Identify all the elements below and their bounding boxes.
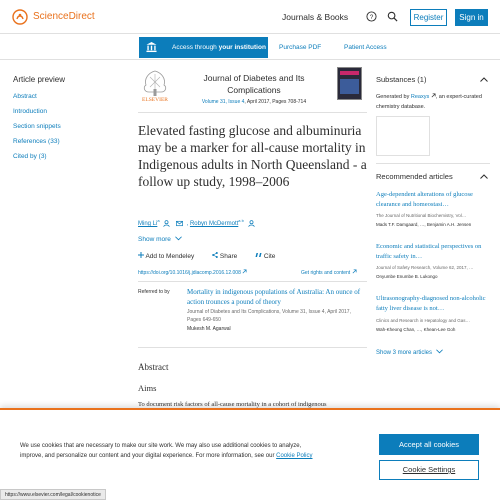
show-more-button[interactable] bbox=[138, 236, 182, 243]
author-list: Ming Li$^a$ , Robyn McDermott$^{a b}$ bbox=[138, 218, 257, 227]
substances-description: Generated by Reaxys , an expert-curated chemistry database. bbox=[376, 94, 482, 110]
recommended-article-link[interactable]: Economic and statistical perspectives on traffic safety in… bbox=[376, 243, 482, 260]
sign-in-button[interactable]: Sign in bbox=[455, 9, 488, 26]
recommended-article-authors: Wah-Kheong Chan, …, Khean-Lee Goh bbox=[376, 327, 456, 332]
purchase-pdf-link[interactable]: Purchase PDF bbox=[279, 44, 322, 51]
recommended-article-source: Journal of Safety Research, Volume 62, 2017, … bbox=[376, 265, 474, 270]
author-link[interactable]: Robyn McDermott bbox=[189, 221, 239, 227]
doi-link[interactable]: https://doi.org/10.1016/j.jdiacomp.2016.12.008 bbox=[138, 269, 247, 276]
cover-decoration bbox=[340, 71, 359, 75]
get-rights-link[interactable]: Get rights and content bbox=[301, 269, 357, 276]
top-navigation-bar bbox=[0, 0, 500, 34]
aims-heading: Aims bbox=[138, 383, 157, 393]
divider bbox=[138, 347, 367, 348]
divider bbox=[138, 112, 367, 113]
nav-link-references[interactable]: References (33) bbox=[13, 138, 60, 145]
show-more-articles-button[interactable] bbox=[376, 349, 443, 356]
article-preview-heading: Article preview bbox=[13, 75, 66, 84]
publisher-label: ELSEVIER bbox=[142, 97, 168, 103]
register-button[interactable]: Register bbox=[410, 9, 447, 26]
cookie-settings-button[interactable]: Cookie Settings bbox=[379, 460, 479, 480]
referred-article-link[interactable]: Mortality in indigenous populations of Australia: An ounce of action trounces a pound of theory bbox=[187, 288, 361, 306]
journals-books-link[interactable]: Journals & Books bbox=[282, 12, 349, 22]
institution-label: Access through your institution bbox=[172, 44, 266, 51]
divider bbox=[376, 163, 490, 164]
search-icon[interactable] bbox=[387, 11, 398, 22]
issue-details: , April 2017, Pages 708-714 bbox=[244, 99, 307, 105]
cite-button[interactable]: Cite bbox=[255, 253, 283, 260]
external-link-icon bbox=[352, 269, 357, 274]
volume-link[interactable]: Volume 31, Issue 4 bbox=[201, 99, 245, 105]
chevron-down-icon bbox=[175, 236, 182, 241]
add-to-mendeley-button[interactable]: Add to Mendeley bbox=[138, 253, 202, 260]
person-icon[interactable] bbox=[163, 220, 170, 227]
nav-link-cited-by[interactable]: Cited by (3) bbox=[13, 153, 47, 160]
substance-structure-image[interactable] bbox=[376, 116, 430, 156]
quote-icon bbox=[255, 252, 262, 258]
recommended-articles-heading[interactable]: Recommended articles bbox=[376, 172, 453, 181]
external-link-icon bbox=[242, 269, 247, 274]
nav-link-introduction[interactable]: Introduction bbox=[13, 108, 47, 115]
accept-all-cookies-button[interactable]: Accept all cookies bbox=[379, 434, 479, 455]
reaxys-link[interactable]: Reaxys bbox=[410, 94, 430, 100]
substances-heading[interactable]: Substances (1) bbox=[376, 75, 427, 84]
nav-link-section-snippets[interactable]: Section snippets bbox=[13, 123, 61, 130]
plus-icon bbox=[138, 252, 144, 258]
referred-article-author: Mukesh M. Agarwal bbox=[187, 326, 231, 332]
article-title: Elevated fasting glucose and albuminuria may be a marker for all-cause mortality in Indigenous adults in North Queensland - a follow up study, 1998–2006 bbox=[138, 123, 367, 189]
affiliation-marker[interactable]: a b bbox=[238, 218, 244, 223]
status-bar-url: https://www.elsevier.com/legal/cookienotice bbox=[0, 489, 106, 500]
institution-icon bbox=[146, 41, 157, 53]
patient-access-link[interactable]: Patient Access bbox=[344, 44, 387, 51]
email-icon[interactable] bbox=[176, 220, 183, 227]
cookie-policy-link[interactable]: Cookie Policy bbox=[276, 453, 313, 459]
cookie-banner bbox=[0, 408, 500, 500]
recommended-article-authors: Onyumbe Enumbe B. Lukongo bbox=[376, 274, 438, 279]
cookie-notice-text: We use cookies that are necessary to make our site work. We may also use additional cookies to analyze, improve, and personalize our content and your digital experience. For more information, see our Cookie Policy bbox=[20, 443, 313, 459]
affiliation-marker[interactable]: a bbox=[157, 218, 160, 223]
help-icon[interactable] bbox=[366, 11, 377, 22]
aims-paragraph: To document risk factors of all-cause mortality in a cohort of indigenous bbox=[138, 401, 327, 408]
svg-text:?: ? bbox=[369, 13, 374, 21]
recommended-article-link[interactable]: Ultrasonography-diagnosed non-alcoholic fatty liver disease is not… bbox=[376, 295, 486, 312]
elsevier-logo-icon[interactable] bbox=[138, 67, 172, 103]
show-more-label: Show more bbox=[138, 236, 171, 243]
sciencedirect-logo-icon[interactable] bbox=[12, 9, 28, 25]
recommended-article-link[interactable]: Age-dependent alterations of glucose clearance and homeostasi… bbox=[376, 191, 473, 208]
article-actions bbox=[138, 252, 291, 260]
chevron-down-icon bbox=[436, 349, 443, 354]
referred-article-source: Journal of Diabetes and Its Complications, Volume 31, Issue 4, April 2017, Pages 649-650 bbox=[187, 309, 351, 323]
divider bbox=[138, 281, 367, 282]
nav-link-abstract[interactable]: Abstract bbox=[13, 93, 37, 100]
chevron-up-icon[interactable] bbox=[480, 77, 488, 82]
person-icon[interactable] bbox=[248, 220, 255, 227]
journal-cover-image[interactable] bbox=[337, 67, 362, 100]
journal-volume-info bbox=[192, 99, 316, 105]
share-icon bbox=[212, 252, 218, 258]
recommended-article-authors: Mads T.F. Damgaard, …, Benjamin A.H. Jensen bbox=[376, 222, 472, 227]
journal-title-link[interactable]: Journal of Diabetes and Its Complications bbox=[203, 73, 305, 95]
referred-to-by-label: Referred to by bbox=[138, 289, 170, 295]
cover-decoration bbox=[340, 79, 359, 94]
brand-name[interactable]: ScienceDirect bbox=[33, 11, 95, 22]
recommended-article-source: The Journal of Nutritional Biochemistry, Vol… bbox=[376, 213, 467, 218]
author-link[interactable]: Ming Li bbox=[138, 221, 158, 227]
show-more-articles-label: Show 3 more articles bbox=[376, 350, 433, 356]
access-through-institution-button[interactable] bbox=[139, 37, 268, 58]
share-button[interactable]: Share bbox=[212, 253, 245, 260]
chevron-up-icon[interactable] bbox=[480, 174, 488, 179]
recommended-article-source: Clinics and Research in Hepatology and Gas… bbox=[376, 318, 471, 323]
abstract-heading: Abstract bbox=[138, 362, 169, 372]
